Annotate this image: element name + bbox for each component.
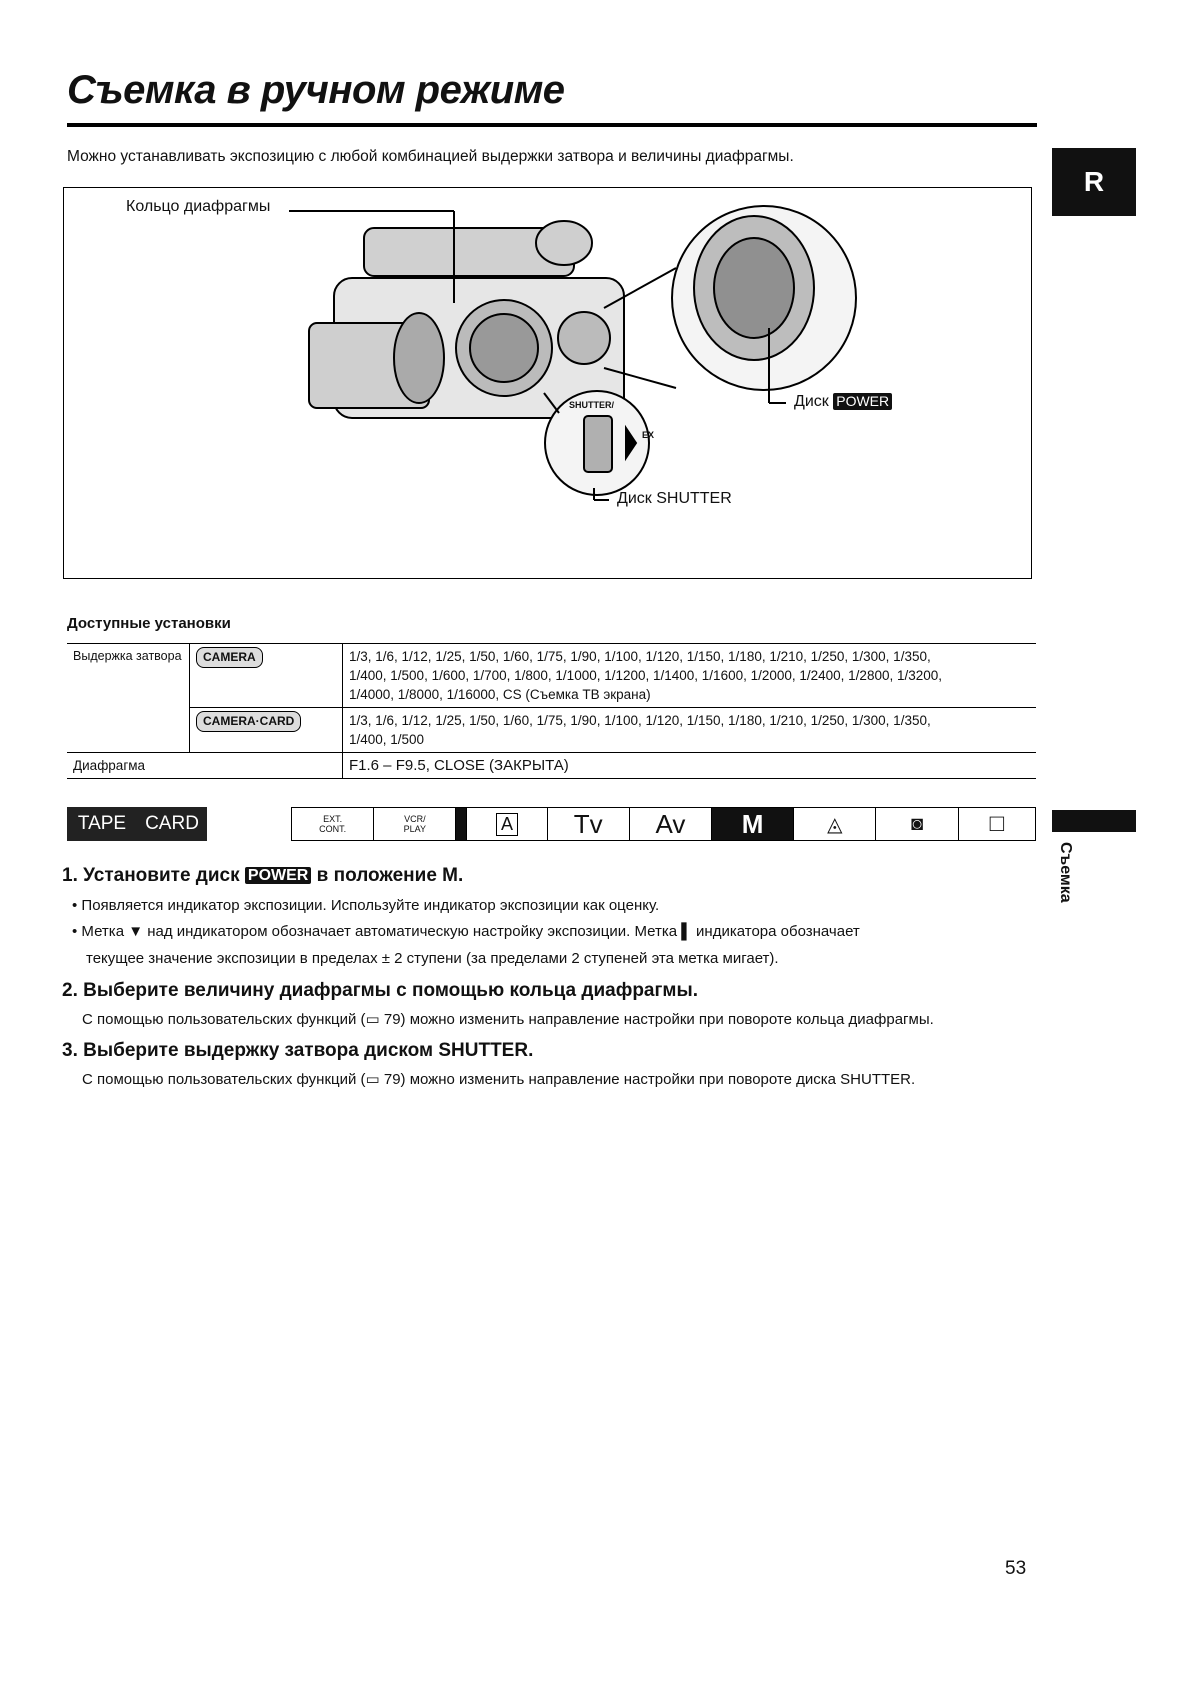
intro-text: Можно устанавливать экспозицию с любой комбинацией выдержки затвора и величины диафрагмы. — [67, 148, 794, 165]
settings-table — [67, 643, 1036, 779]
camera-badge: CAMERA — [196, 647, 263, 668]
mode-divider — [456, 808, 467, 840]
step-2-text: С помощью пользовательских функций (▭ 79) можно изменить направление настройки при повороте кольца диафрагмы. — [82, 1011, 934, 1028]
mode-vcr-play: VCR/ PLAY — [374, 808, 456, 840]
table-row — [67, 644, 1036, 708]
camera-card-values: 1/3, 1/6, 1/12, 1/25, 1/50, 1/60, 1/75, 1/90, 1/100, 1/120, 1/150, 1/180, 1/210, 1/250, 1/300, 1/350, 1/400, 1/500 — [343, 708, 1037, 753]
mode-av: Av — [630, 808, 712, 840]
mode-auto: A — [467, 808, 547, 840]
aperture-values: F1.6 – F9.5, CLOSE (ЗАКРЫТА) — [343, 753, 1037, 779]
camera-card-badge: CAMERA·CARD — [196, 711, 301, 732]
mode-bar — [291, 807, 1036, 841]
card-label: CARD — [145, 813, 199, 834]
tape-label: TAPE — [77, 813, 127, 834]
section-tab-label: Съемка — [1057, 842, 1074, 903]
aperture-label: Диафрагма — [67, 753, 343, 779]
media-indicator — [67, 807, 207, 841]
mode-ext-cont: EXT. CONT. — [292, 808, 374, 840]
shutter-label: Выдержка затвора — [67, 644, 190, 753]
camera-illustration — [64, 188, 1030, 577]
table-row — [67, 753, 1036, 779]
mode-tv: Tv — [548, 808, 630, 840]
mode-night-icon: ◙ — [876, 808, 958, 840]
step-1-bullet-1: • Появляется индикатор экспозиции. Используйте индикатор экспозиции как оценку. — [72, 897, 660, 914]
step-1-bullet-2: • Метка ▼ над индикатором обозначает автоматическую настройку экспозиции. Метка ▌ индикатора обозначает — [72, 923, 860, 940]
camera-values: 1/3, 1/6, 1/12, 1/25, 1/50, 1/60, 1/75, 1/90, 1/100, 1/120, 1/150, 1/180, 1/210, 1/250, 1/300, 1/350, 1/400, 1/500, 1/600, 1/700, 1/800, 1/1000, 1/1200, 1/1400, 1/1600, 1/2000, 1/2400, 1/2800, 1/3200, 1/4000, 1/8000, 1/16000, CS (Съемка ТВ экрана) — [343, 644, 1037, 708]
power-dial-label — [794, 393, 892, 411]
shutter-switch-text: SHUTTER/ — [569, 400, 614, 410]
mode-blank-icon: □ — [989, 810, 1005, 837]
viewfinder — [536, 221, 592, 265]
step-2-heading: 2. Выберите величину диафрагмы с помощью кольца диафрагмы. — [62, 980, 698, 1001]
exp-text: EX — [642, 430, 655, 440]
page-number: 53 — [1005, 1558, 1027, 1579]
camera-figure — [63, 187, 1032, 579]
section-tab-letter: R — [1052, 148, 1136, 216]
mode-manual: M — [712, 808, 794, 840]
available-settings-heading: Доступные установки — [67, 615, 231, 632]
power-badge: POWER — [833, 393, 892, 410]
aperture-ring-label: Кольцо диафрагмы — [126, 198, 271, 215]
section-tab-bar — [1052, 810, 1136, 832]
table-row — [67, 708, 1036, 753]
power-dial-text: Диск — [794, 393, 829, 410]
shutter-dial-label: Диск SHUTTER — [617, 490, 732, 507]
mode-portrait-icon: ◬ — [794, 808, 876, 840]
page-title: Cъемка в ручном режиме — [67, 68, 565, 112]
step-1-heading: 1. Установите диск POWER в положение M. — [62, 865, 464, 886]
step-3-heading: 3. Выберите выдержку затвора диском SHUTTER. — [62, 1040, 534, 1061]
step-1-bullet-2-cont: текущее значение экспозиции в пределах ± 2 ступени (за пределами 2 ступеней эта метка мигает). — [86, 950, 779, 967]
step-3-text: С помощью пользовательских функций (▭ 79) можно изменить направление настройки при повороте диска SHUTTER. — [82, 1071, 916, 1088]
power-badge: POWER — [245, 867, 311, 884]
title-rule — [67, 123, 1037, 127]
